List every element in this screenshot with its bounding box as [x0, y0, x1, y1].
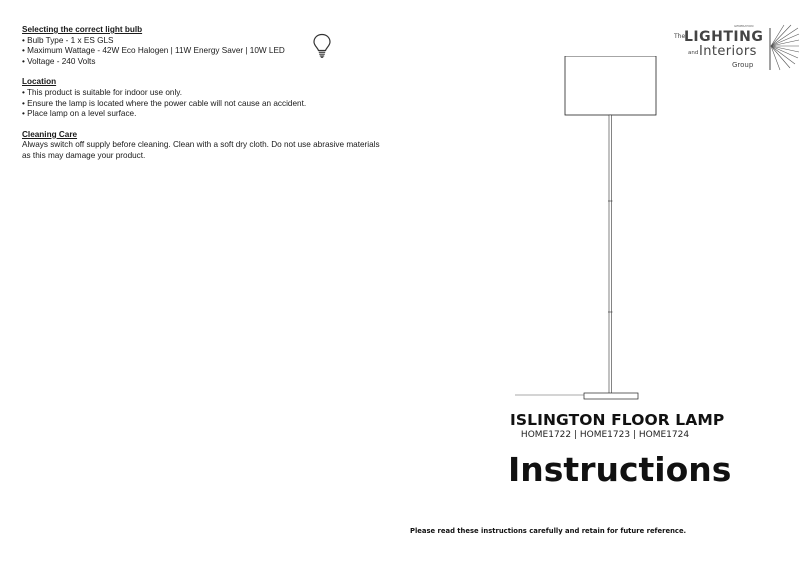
light-bulb-icon	[312, 33, 332, 64]
cleaning-section-title: Cleaning Care	[22, 129, 78, 139]
lamp-base	[584, 393, 638, 399]
page-title: Instructions	[508, 450, 732, 489]
logo-group: Group	[732, 61, 754, 69]
voltage-item: • Voltage - 240 Volts	[22, 56, 96, 66]
location-item: • Ensure the lamp is located where the power cable will not cause an accident.	[22, 98, 307, 108]
logo-and: and	[688, 50, 699, 56]
location-section-title: Location	[22, 77, 57, 87]
product-codes: HOME1722 | HOME1723 | HOME1724	[520, 430, 690, 440]
logo-the: The	[674, 33, 686, 40]
logo-starburst-icon	[758, 24, 800, 74]
logo-tagline: GENERATION	[734, 24, 754, 28]
floor-lamp-illustration	[515, 56, 675, 411]
bulb-section-title: Selecting the correct light bulb	[22, 25, 143, 34]
location-item: • This product is suitable for indoor use only.	[22, 87, 183, 97]
product-name: ISLINGTON FLOOR LAMP	[510, 411, 725, 429]
footer-note: Please read these instructions carefully and retain for future reference.	[410, 527, 687, 535]
cleaning-text: Always switch off supply before cleaning. Clean with a soft dry cloth. Do not use abrasive materials as this may damage your product.	[22, 140, 380, 160]
lamp-shade	[565, 56, 656, 115]
product-title-block	[510, 411, 725, 440]
lamp-pole	[609, 115, 611, 398]
logo-lighting: LIGHTING	[684, 29, 764, 45]
logo-interiors: Interiors	[699, 44, 757, 59]
cleaning-section	[22, 130, 382, 162]
location-item: • Place lamp on a level surface.	[22, 109, 137, 119]
company-logo	[672, 24, 802, 74]
max-wattage-item: • Maximum Wattage - 42W Eco Halogen | 11W Energy Saver | 10W LED	[22, 46, 285, 56]
location-section	[22, 77, 382, 119]
bulb-type-item: • Bulb Type - 1 x ES GLS	[22, 35, 114, 45]
